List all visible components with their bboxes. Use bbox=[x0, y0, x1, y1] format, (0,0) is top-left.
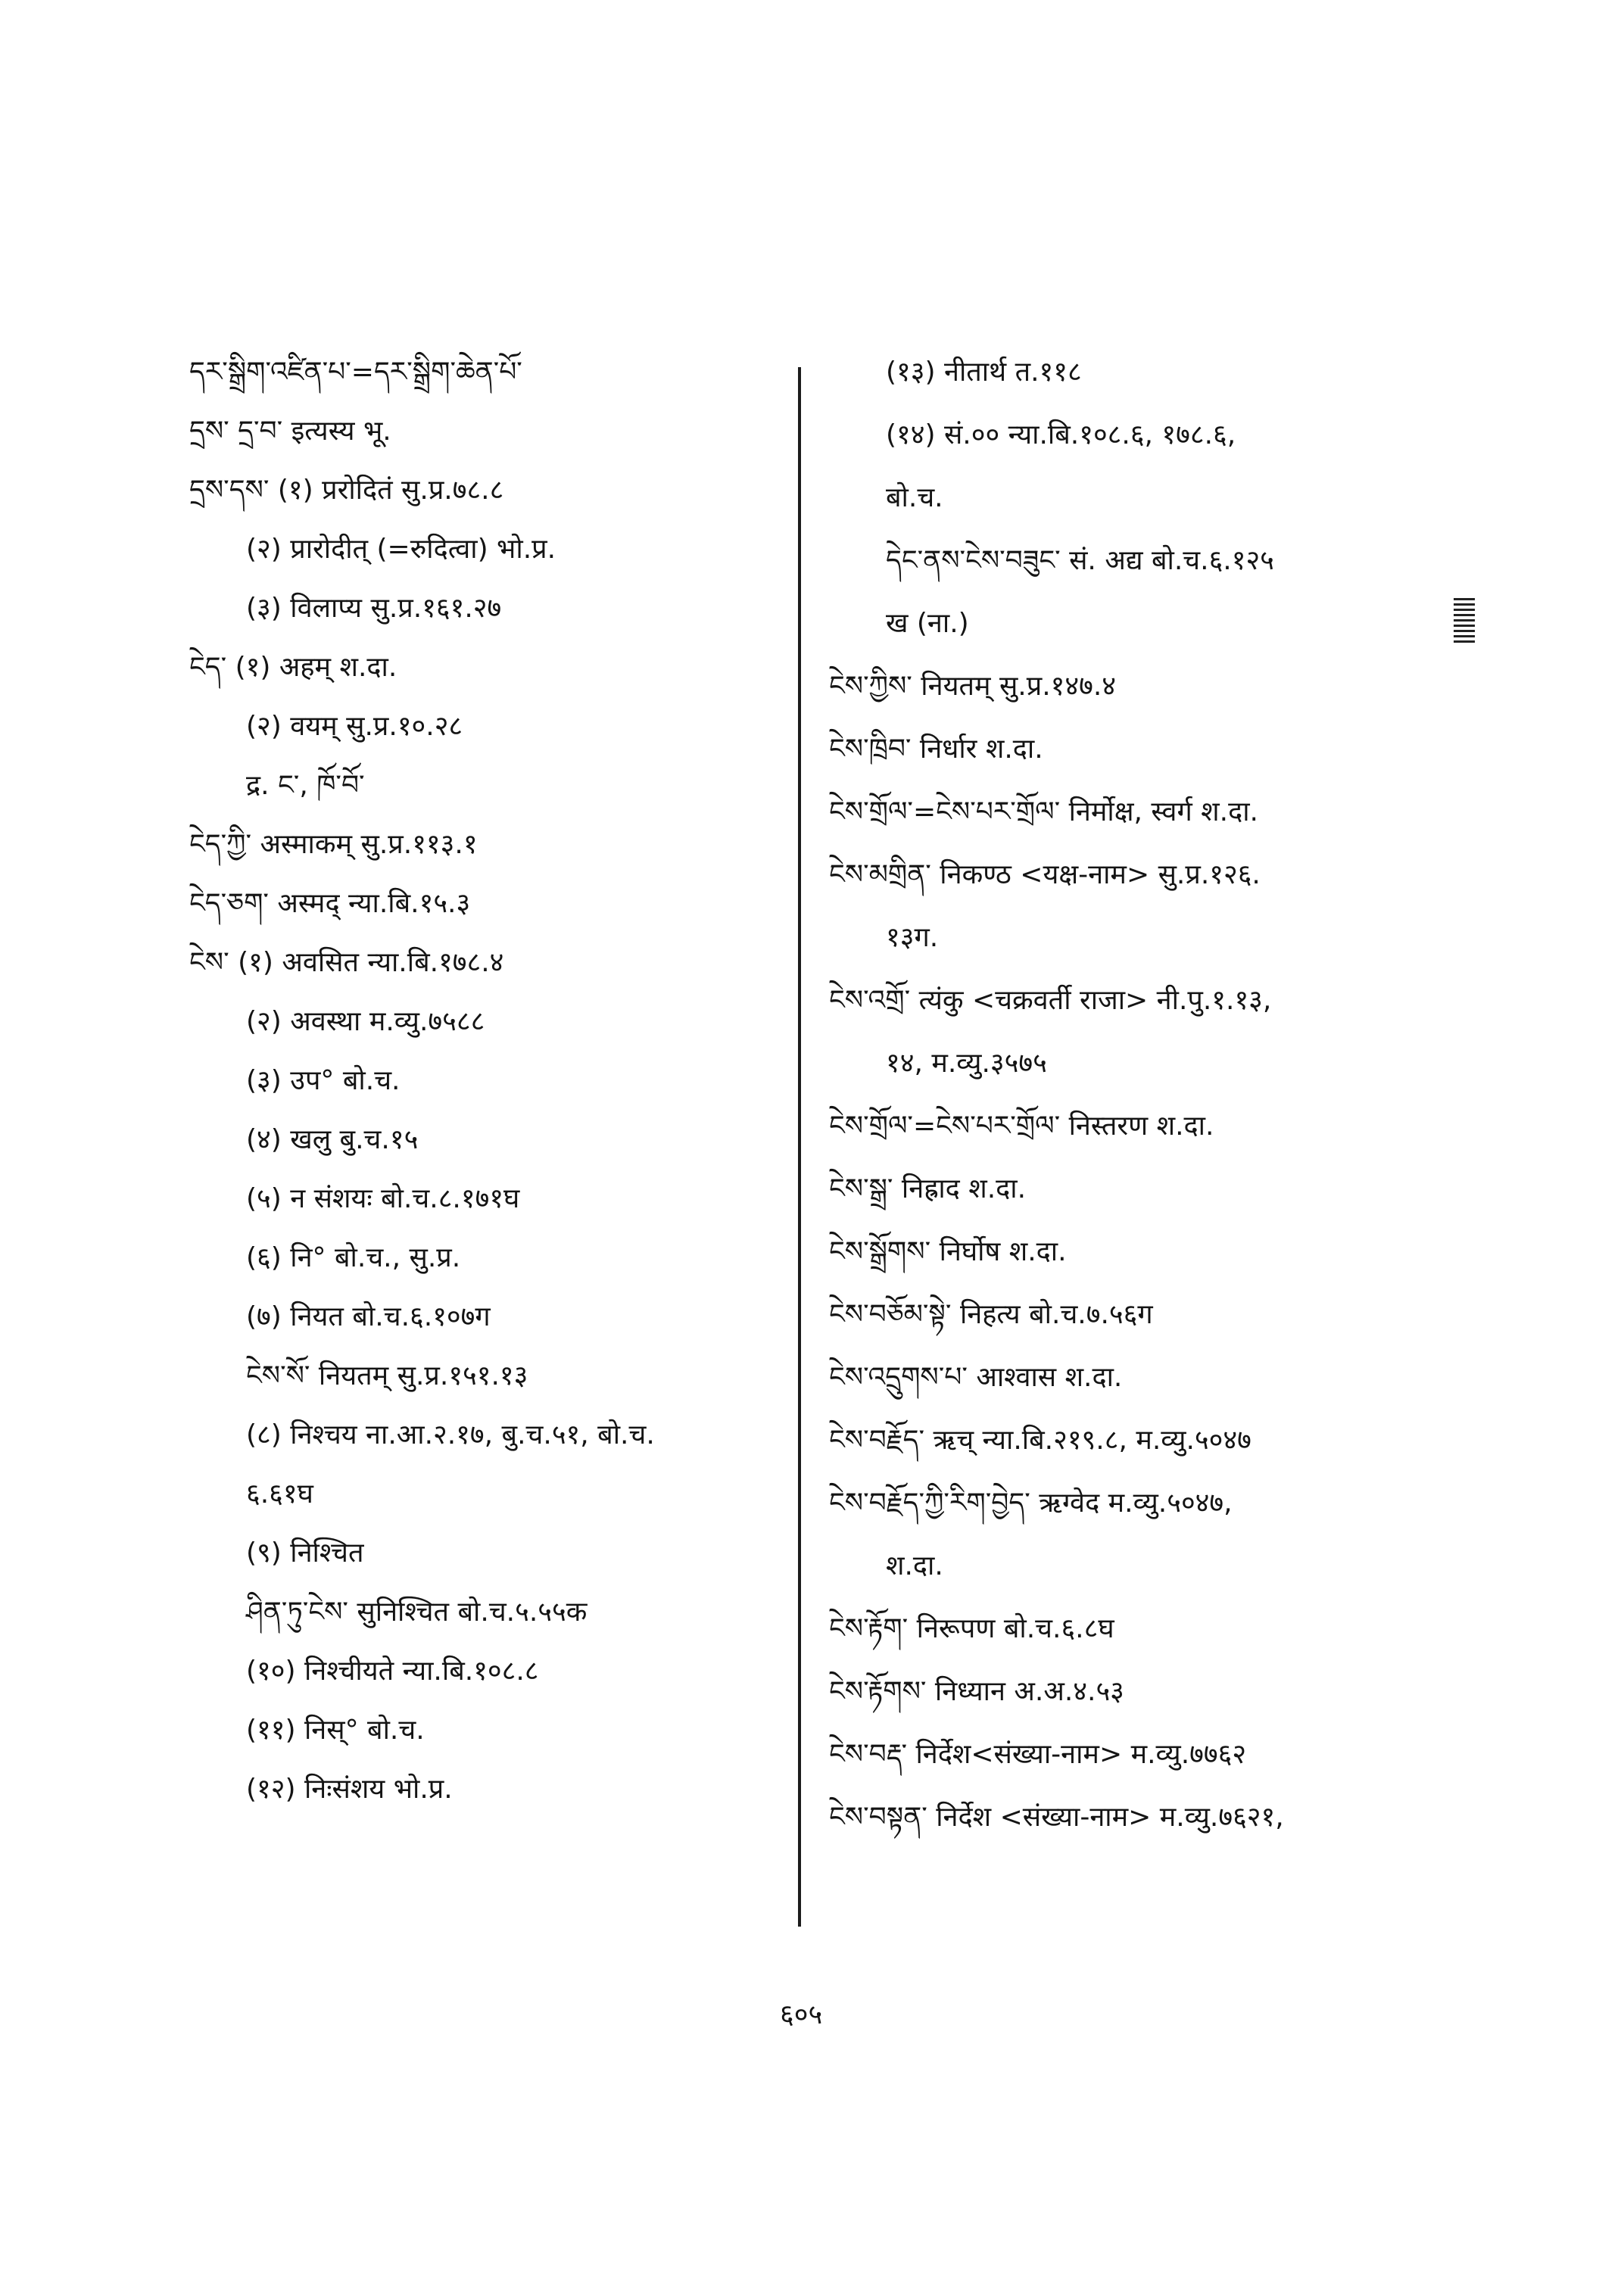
dictionary-entry-line: ཤིན་ཏུ་ངེས་ सुनिश्चित बो.च.५.५५क bbox=[246, 1597, 588, 1628]
dictionary-entry-line: ངེས་གྲོལ་=ངེས་པར་གྲོལ་ निर्मोक्ष, स्वर्ग श.दा. bbox=[829, 796, 1258, 827]
dictionary-entry-line: ངེས་རྟོག་ निरूपण बो.च.६.८घ bbox=[829, 1613, 1114, 1644]
dictionary-entry-line: ངེས་བཅོམ་སྟེ་ निहत्य बो.च.७.५६ग bbox=[829, 1299, 1153, 1330]
dictionary-entry-line: ངེད་ཀྱི་ अस्माकम् सु.प्र.११३.१ bbox=[189, 829, 478, 860]
dictionary-entry-line: (३) विलाप्य सु.प्र.१६१.२७ bbox=[246, 593, 502, 624]
dictionary-entry-line: དེང་ནས་ངེས་བཟུང་ सं. अद्य बो.च.६.१२५ bbox=[886, 545, 1274, 576]
dictionary-entry-line: ६.६१घ bbox=[246, 1478, 313, 1509]
dictionary-entry-line: དྲས་དས་ (१) प्ररोदितं सु.प्र.७८.८ bbox=[189, 475, 504, 506]
dictionary-entry-line: (३) उप° बो.च. bbox=[246, 1065, 401, 1096]
page-number: ६०५ bbox=[780, 1999, 823, 2030]
dictionary-entry-line: ངེས་བརྗོད་ ऋच् न्या.बि.२१९.८, म.व्यु.५०४७ bbox=[829, 1425, 1252, 1456]
dictionary-entry-line: ངེས་བརྡ་ निर्देश<संख्या-नाम> म.व्यु.७७६२ bbox=[829, 1739, 1247, 1770]
dictionary-entry-line: དྲས་ དྲ་བ་ इत्यस्य भू. bbox=[189, 416, 391, 447]
dictionary-entry-line: (२) प्रारोदीत् (=रुदित्वा) भो.प्र. bbox=[246, 534, 556, 565]
dictionary-entry-line: ख (ना.) bbox=[886, 608, 969, 639]
dictionary-entry-line: (११) निस्° बो.च. bbox=[246, 1715, 425, 1746]
dictionary-entry-line: ངེས་འདྲུགས་པ་ आश्वास श.दा. bbox=[829, 1362, 1123, 1393]
dictionary-entry-line: (१२) निःसंशय भो.प्र. bbox=[246, 1774, 453, 1805]
dictionary-entry-line: बो.च. bbox=[886, 482, 943, 513]
dictionary-entry-line: (२) अवस्था म.व्यु.७५८८ bbox=[246, 1006, 485, 1037]
dictionary-entry-line: དར་སྒྲིག་འཛིན་པ་=དར་སྒྲིག་ཆེན་པོ་ bbox=[189, 357, 522, 388]
dictionary-entry-line: ངེས་རྟོགས་ निध्यान अ.अ.४.५३ bbox=[829, 1676, 1124, 1707]
dictionary-entry-line: द्र. ང་, ཁོ་བོ་ bbox=[246, 770, 365, 801]
dictionary-entry-line: ངེད་ (१) अहम् श.दा. bbox=[189, 652, 397, 683]
dictionary-entry-line: ངེས་འགྲོ་ त्यंकु <चक्रवर्ती राजा> नी.पु.१.१३, bbox=[829, 985, 1272, 1016]
dictionary-entry-line: श.दा. bbox=[886, 1550, 943, 1581]
dictionary-entry-line: (८) निश्चय ना.आ.२.१७, बु.च.५१, बो.च. bbox=[246, 1419, 655, 1450]
dictionary-entry-line: ངེས་མགྲིན་ निकण्ठ <यक्ष-नाम> सु.प्र.१२६. bbox=[829, 859, 1261, 890]
dictionary-entry-line: ངེས་བསྟན་ निर्देश <संख्या-नाम> म.व्यु.७६२१, bbox=[829, 1802, 1284, 1833]
dictionary-entry-line: ངེས་ཀྱིས་ नियतम् सु.प्र.१४७.४ bbox=[829, 671, 1116, 702]
dictionary-entry-line: (१४) सं.०० न्या.बि.१०८.६, १७८.६, bbox=[886, 419, 1236, 450]
dictionary-entry-line: ངེས་ཁྲིབ་ निर्धार श.दा. bbox=[829, 734, 1043, 765]
dictionary-entry-line: (४) खलु बु.च.१५ bbox=[246, 1124, 419, 1155]
dictionary-entry-line: (१३) नीतार्थ त.११८ bbox=[886, 357, 1082, 388]
dictionary-entry-line: ངེས་གྲོལ་=ངེས་པར་གྲོལ་ निस्तरण श.दा. bbox=[829, 1111, 1214, 1142]
dictionary-entry-line: (५) न संशयः बो.च.८.१७१घ bbox=[246, 1183, 520, 1214]
dictionary-entry-line: (९) निश्चित bbox=[246, 1537, 364, 1569]
margin-mark bbox=[1454, 598, 1475, 643]
dictionary-entry-line: ངེས་སོ་ नियतम् सु.प्र.१५१.१३ bbox=[246, 1360, 528, 1391]
dictionary-entry-line: (६) नि° बो.च., सु.प्र. bbox=[246, 1242, 461, 1273]
dictionary-entry-line: (१०) निश्चीयते न्या.बि.१०८.८ bbox=[246, 1656, 539, 1687]
dictionary-entry-line: ངེས་སྒྲོགས་ निर्घोष श.दा. bbox=[829, 1236, 1067, 1267]
dictionary-entry-line: (७) नियत बो.च.६.१०७ग bbox=[246, 1301, 491, 1332]
dictionary-entry-line: (२) वयम् सु.प्र.१०.२८ bbox=[246, 711, 463, 742]
dictionary-entry-line: ངེད་ཅག་ अस्मद् न्या.बि.१५.३ bbox=[189, 888, 471, 919]
dictionary-entry-line: ངེས་ (१) अवसित न्या.बि.१७८.४ bbox=[189, 947, 504, 978]
dictionary-entry-line: १४, म.व्यु.३५७५ bbox=[886, 1048, 1047, 1079]
dictionary-entry-line: ངེས་བརྗོད་ཀྱི་རིག་བྱེད་ ऋग्वेद म.व्यु.५०४७, bbox=[829, 1488, 1233, 1519]
column-divider bbox=[798, 367, 801, 1927]
dictionary-entry-line: ངེས་སྒྲ་ निह्राद श.दा. bbox=[829, 1173, 1027, 1204]
dictionary-entry-line: १३ग. bbox=[886, 922, 939, 953]
